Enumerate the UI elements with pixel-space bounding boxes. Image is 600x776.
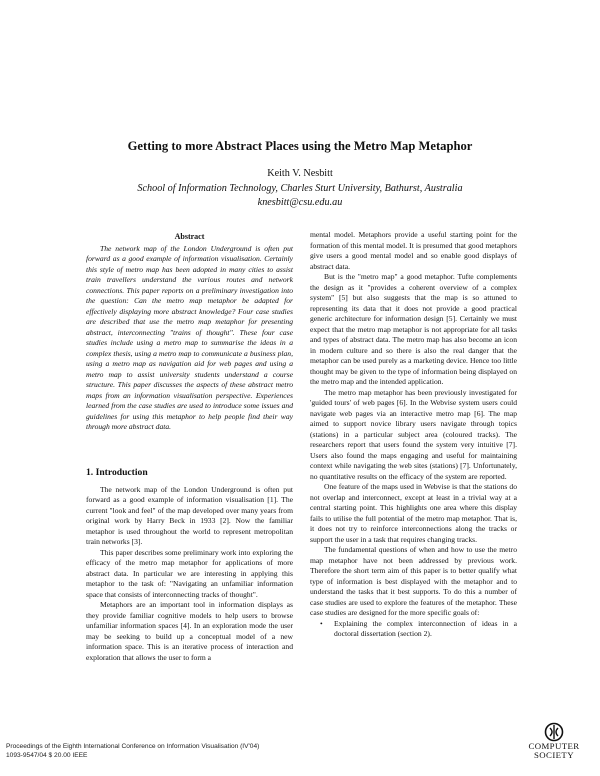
intro-paragraph-2: This paper describes some preliminary work into exploring the efficacy of the metro map metaphor for applications of more abstract data. In particular we are interesting in applying this metaphor to the task of: "Navigating an unfamiliar information space that consists of interconnecting tracks of thought". xyxy=(86,547,293,599)
introduction-section xyxy=(86,468,293,663)
right-paragraph-4: One feature of the maps used in Webvise is that the stations do not overlap and interconnect, except at least in a trivial way at a central starting point. This highlights one area where this display fails to utilise the full potential of the metro map metaphor. That is, it does not try to reinforce interconnections along the tracks or support the user in a task that requires changing tracks. xyxy=(310,482,517,544)
ieee-computer-society-icon xyxy=(544,722,564,742)
author-affiliation: School of Information Technology, Charles Sturt University, Bathurst, Australia xyxy=(137,183,463,194)
goals-list xyxy=(310,619,517,640)
footer-line-2: 1093-9547/04 $ 20.00 IEEE xyxy=(6,751,88,759)
logo-line-2: SOCIETY xyxy=(534,750,574,760)
goal-item: • Explaining the complex interconnection of ideas in a doctoral dissertation (section 2). xyxy=(324,619,517,640)
left-column xyxy=(86,232,293,433)
logo-text xyxy=(512,742,596,760)
computer-society-logo xyxy=(512,722,596,760)
proceedings-footer xyxy=(6,743,259,760)
footer-line-1: Proceedings of the Eighth International Conference on Information Visualisation (IV'04) xyxy=(6,743,260,750)
abstract-heading: Abstract xyxy=(174,232,205,241)
right-paragraph-1: mental model. Metaphors provide a useful starting point for the formation of this mental model. It is presumed that good metaphors give users a good mental model and so enable good displays of abstract data. xyxy=(310,230,517,271)
author-email: knesbitt@csu.edu.au xyxy=(257,197,343,208)
intro-paragraph-3: Metaphors are an important tool in information displays as they provide familiar cognitive models to help users to browse unfamiliar information spaces [4]. In an exploration mode the user may be seeking to build up a conceptual model of a new information space. This is an iterative process of interaction and exploration that allows the user to form a xyxy=(86,600,293,662)
right-paragraph-2: But is the "metro map" a good metaphor. Tufte complements the design as it "provides a coherent overview of a complex system" [5] but also suggests that the map is so attuned to representing its data that it does not provide a good practical generic architecture for information design [5]. Certainly we must expect that the metro map metaphor is not appropriate for all tasks and types of abstract data. The metro map has also become an icon in modern culture and so there is also the real danger that the metaphor can be used purely as a marketing device. Hence too little thought may be given to the type of information being displayed on the metro map and the intended application. xyxy=(310,272,517,386)
logo-line-1: COMPUTER xyxy=(528,741,580,751)
right-column xyxy=(310,230,517,640)
intro-paragraph-1: The network map of the London Underground is often put forward as a good example of information visualisation [1]. The current "look and feel" of the map developed over many years from original work by Harry Beck in 1933 [2]. Now the familiar metaphor is used throughout the world to represent metropolitan train networks [3]. xyxy=(86,484,293,546)
introduction-heading: 1. Introduction xyxy=(86,467,148,478)
paper-title: Getting to more Abstract Places using the Metro Map Metaphor xyxy=(127,139,473,153)
right-paragraph-3: The metro map metaphor has been previously investigated for 'guided tours' of web pages [6]. In the Webvise system users could navigate web pages via an interactive metro map [6]. The map aimed to support novice library users navigate through topics (stations) in a particular subject area (coloured tracks). The researchers report that users found the system very intuitive [7]. Users also found the maps engaging and useful for maintaining context while navigating the web sites (stations) [7]. Unfortunately, no quantitative results on the efficacy of the system are reported. xyxy=(310,387,517,481)
abstract-text: The network map of the London Underground is often put forward as a good example of information visualisation. Certainly this style of metro map has been adopted in many cities to assist train travellers understand the various routes and network connections. This paper reports on a preliminary investigation into the question: Can the metro map metaphor be adapted for effectively displaying more abstract knowledge? Four case studies are described that use the metro map metaphor for presenting abstract, interconnecting "trains of thought". These four case studies include using a metro map to summarise the ideas in a complex thesis, using a metro map to communicate a business plan, using a metro map as navigation aid for web pages and using a metro map to assist university students understand a course structure. This paper discusses the aspects of these abstract metro maps from an information visualisation perspective. Experiences learned from the case studies are used to introduce some issues and guidelines for using this metaphor to help people find their way through more abstract data. xyxy=(86,243,293,431)
right-paragraph-5: The fundamental questions of when and how to use the metro map metaphor have not been addressed by previous work. Therefore the short term aim of this paper is to better qualify what type of information is best displayed with the metaphor and to understand the tasks that it best supports. To do this a number of case studies are used to explore the features of the metaphor. These case studies are designed for the more specific goals of: xyxy=(310,545,517,617)
author-name: Keith V. Nesbitt xyxy=(267,168,333,179)
